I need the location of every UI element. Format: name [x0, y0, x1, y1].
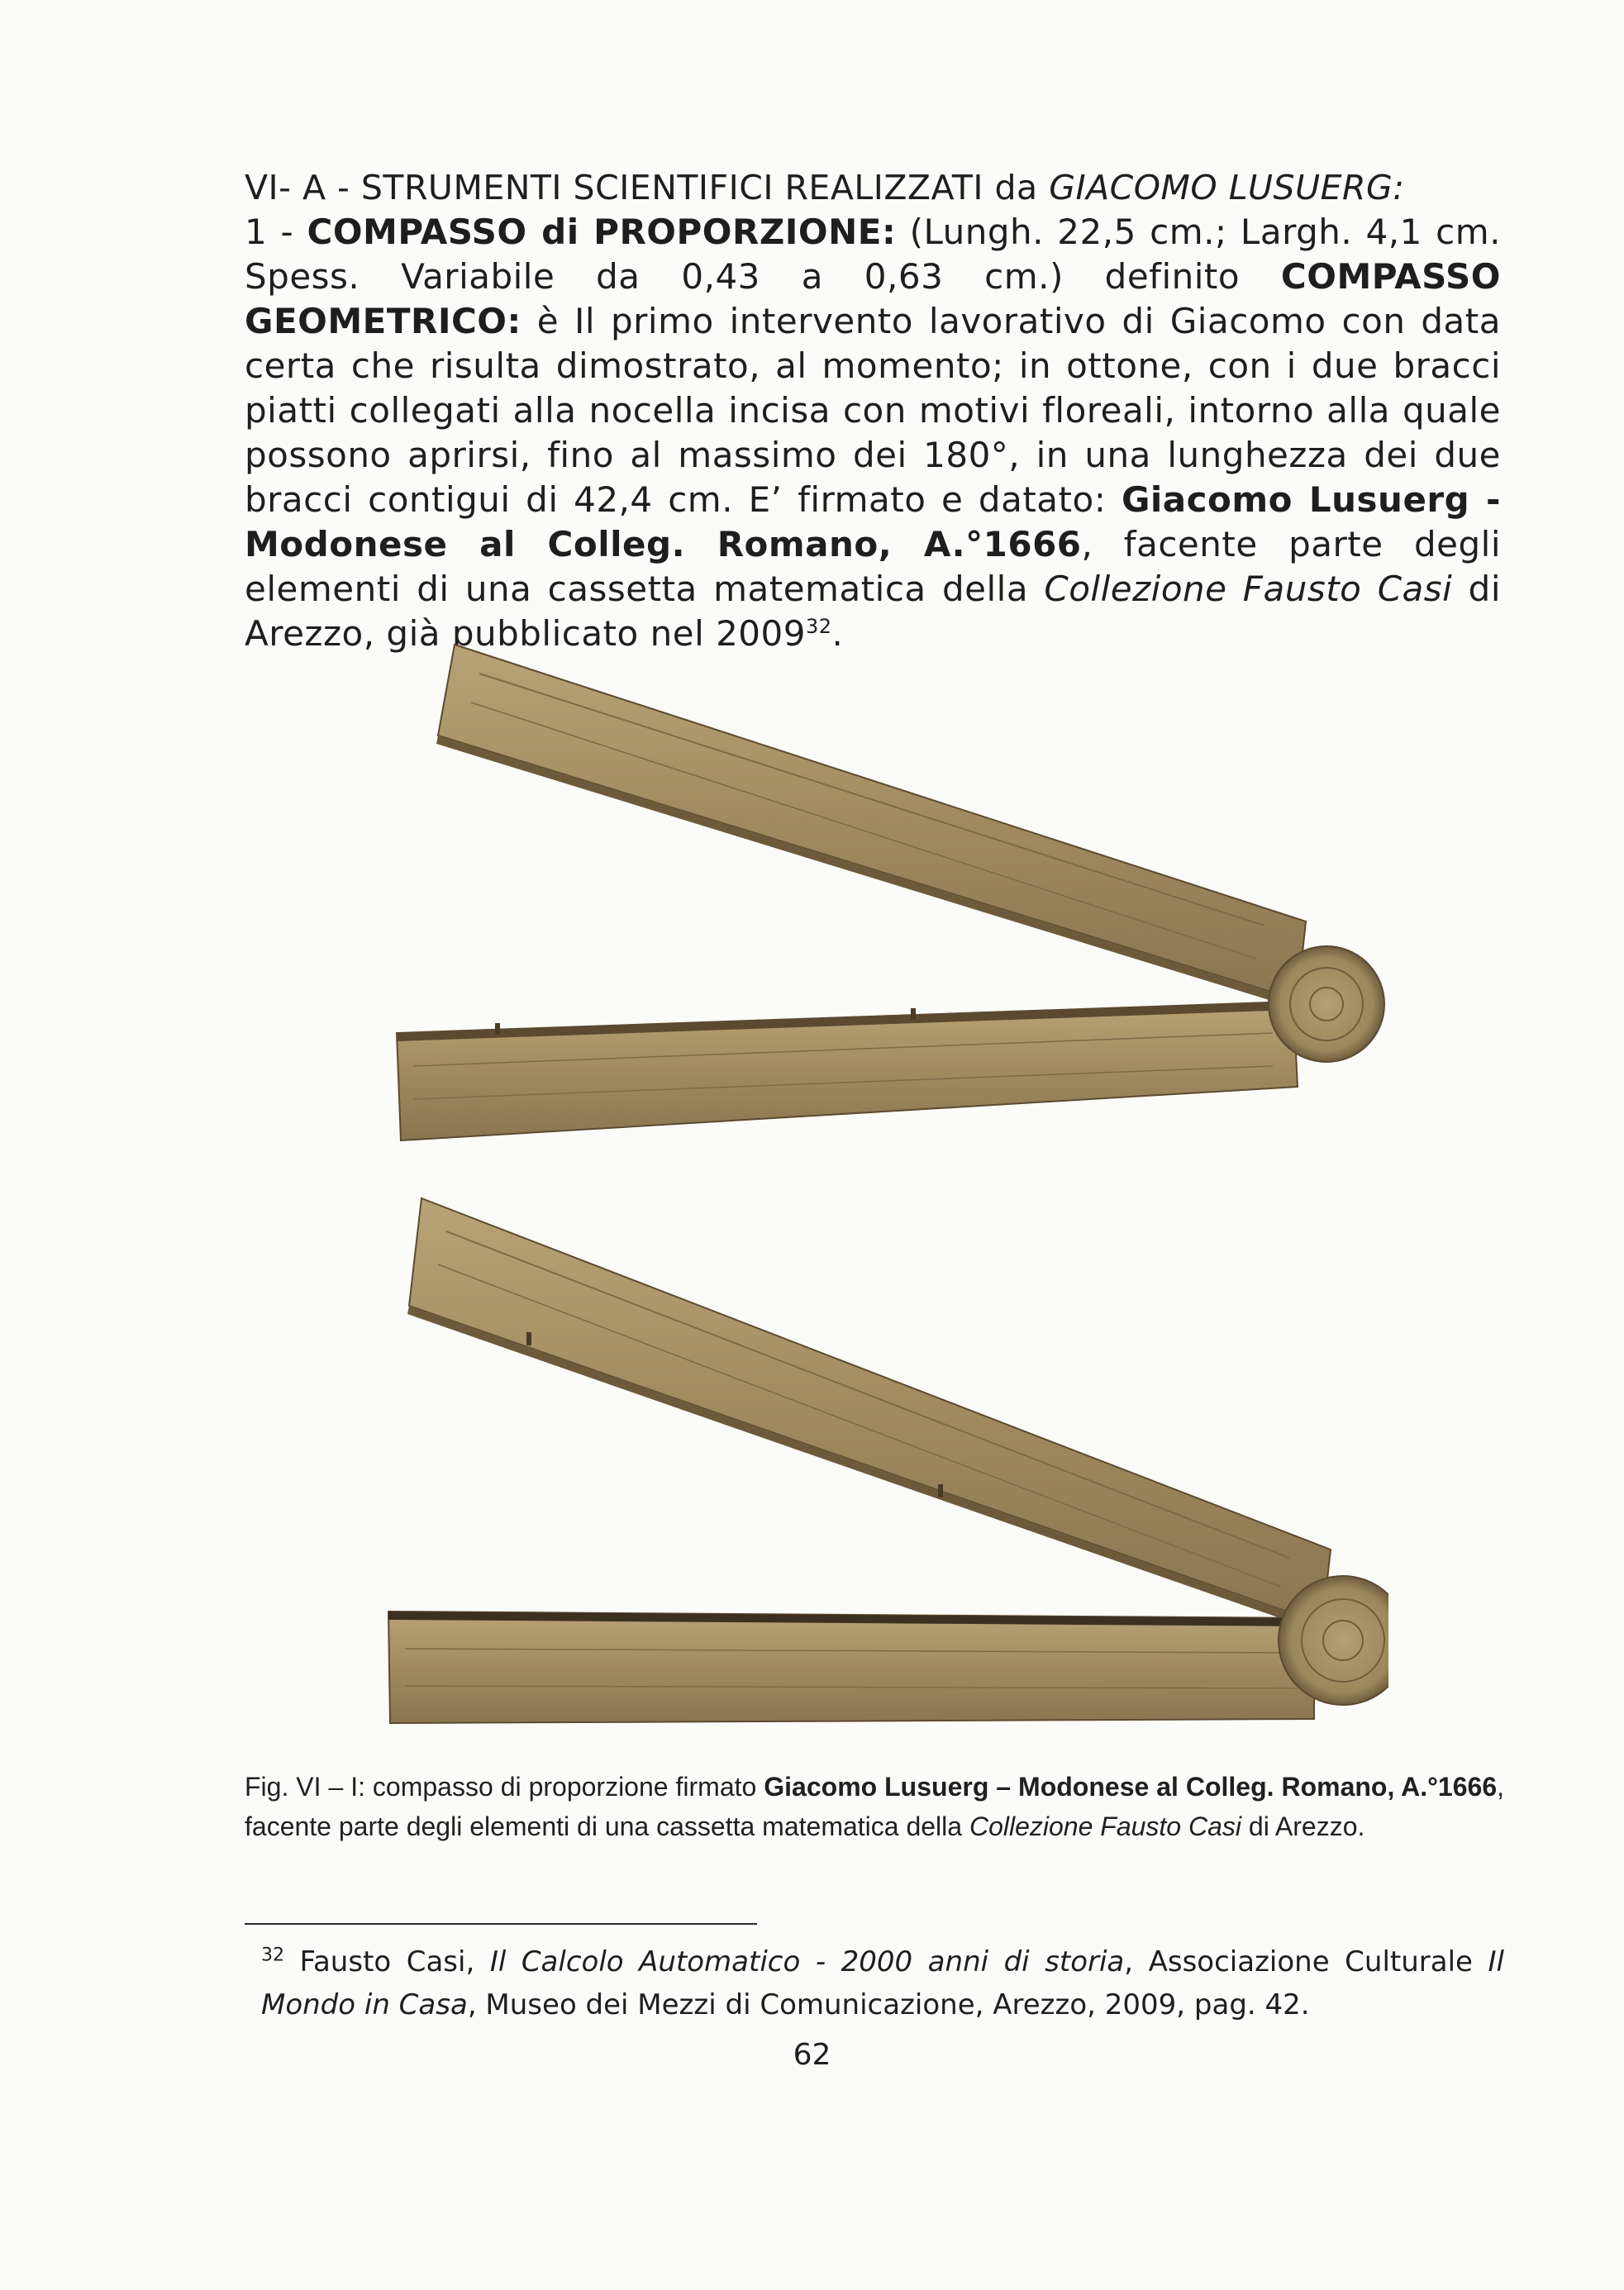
footnote-book-title: Il Calcolo Automatico - 2000 anni di storia [489, 1945, 1125, 1978]
section-heading: VI- A - STRUMENTI SCIENTIFICI REALIZZATI da GIACOMO LUSUERG: [245, 168, 1405, 207]
footnote-separator [245, 1923, 757, 1925]
signature-text: Giacomo Lusuerg - Modonese al Colleg. Romano, A.°1666 [245, 479, 1501, 564]
collection-name: Collezione Fausto Casi [1044, 569, 1453, 609]
caption-signature: Giacomo Lusuerg – Modonese al Colleg. Romano, A.°1666 [764, 1772, 1498, 1802]
pin [911, 1008, 916, 1020]
section-heading-name: GIACOMO LUSUERG: [1049, 168, 1405, 207]
section-paragraph: VI- A - STRUMENTI SCIENTIFICI REALIZZATI da GIACOMO LUSUERG: 1 - COMPASSO di PROPORZIONE: (Lungh. 22,5 cm.; Largh. 4,1 cm. Spess. Variabile da 0,43 a 0,63 cm.) definito COMPASSO GEOMETRICO: è Il primo intervento lavorativo di Giacomo con data certa che risulta dimostrato, al momento; in ottone, con i due bracci piatti collegati alla nocella incisa con motivi floreali, intorno alla quale possono aprirsi, fino al massimo dei 180°, in una lunghezza dei due bracci contigui di 42,4 cm. E’ firmato e datato: Giacomo Lusuerg - Modonese al Colleg. Romano, A.°1666, facente parte degli elementi di una cassetta matematica della Collezione Fausto Casi di Arezzo, già pubblicato nel 2009$^{32}$. [245, 168, 1501, 654]
compasso-geometrico-term: COMPASSO GEOMETRICO: [245, 256, 1501, 341]
page-number: 62 [793, 2038, 831, 2072]
footnote-reference: 32 [805, 615, 832, 638]
caption-collection: Collezione Fausto Casi [969, 1812, 1241, 1841]
footnote: $^{32}$ Fausto Casi, Il Calcolo Automatico - 2000 anni di storia, Associazione Culturale Il Mondo in Casa, Museo dei Mezzi di Comunicazione, Arezzo, 2009, pag. 42. [261, 1945, 1504, 2021]
pin [526, 1332, 531, 1345]
compass-second-view [388, 1198, 1388, 1723]
pin [495, 1023, 500, 1035]
lower-arm [388, 1612, 1314, 1723]
footnote-association-name: Il Mondo in Casa [261, 1945, 1504, 2021]
upper-arm [409, 1198, 1331, 1624]
item-title: COMPASSO di PROPORZIONE: [307, 212, 897, 252]
figure-caption: Fig. VI – I: compasso di proporzione firmato Giacomo Lusuerg – Modonese al Colleg. Romano, A.°1666, facente parte degli elementi di una cassetta matematica della Collezione Fausto Casi di Arezzo. [245, 1772, 1505, 1841]
compass-open-view [397, 645, 1384, 1140]
compass-photo [355, 628, 1388, 1752]
upper-arm-edge [436, 736, 1298, 1008]
body-text [245, 165, 1501, 656]
footnote-number: 32 [261, 1945, 284, 1966]
hinge-nut [1269, 946, 1384, 1062]
pin [938, 1484, 943, 1497]
upper-arm [438, 645, 1306, 1000]
